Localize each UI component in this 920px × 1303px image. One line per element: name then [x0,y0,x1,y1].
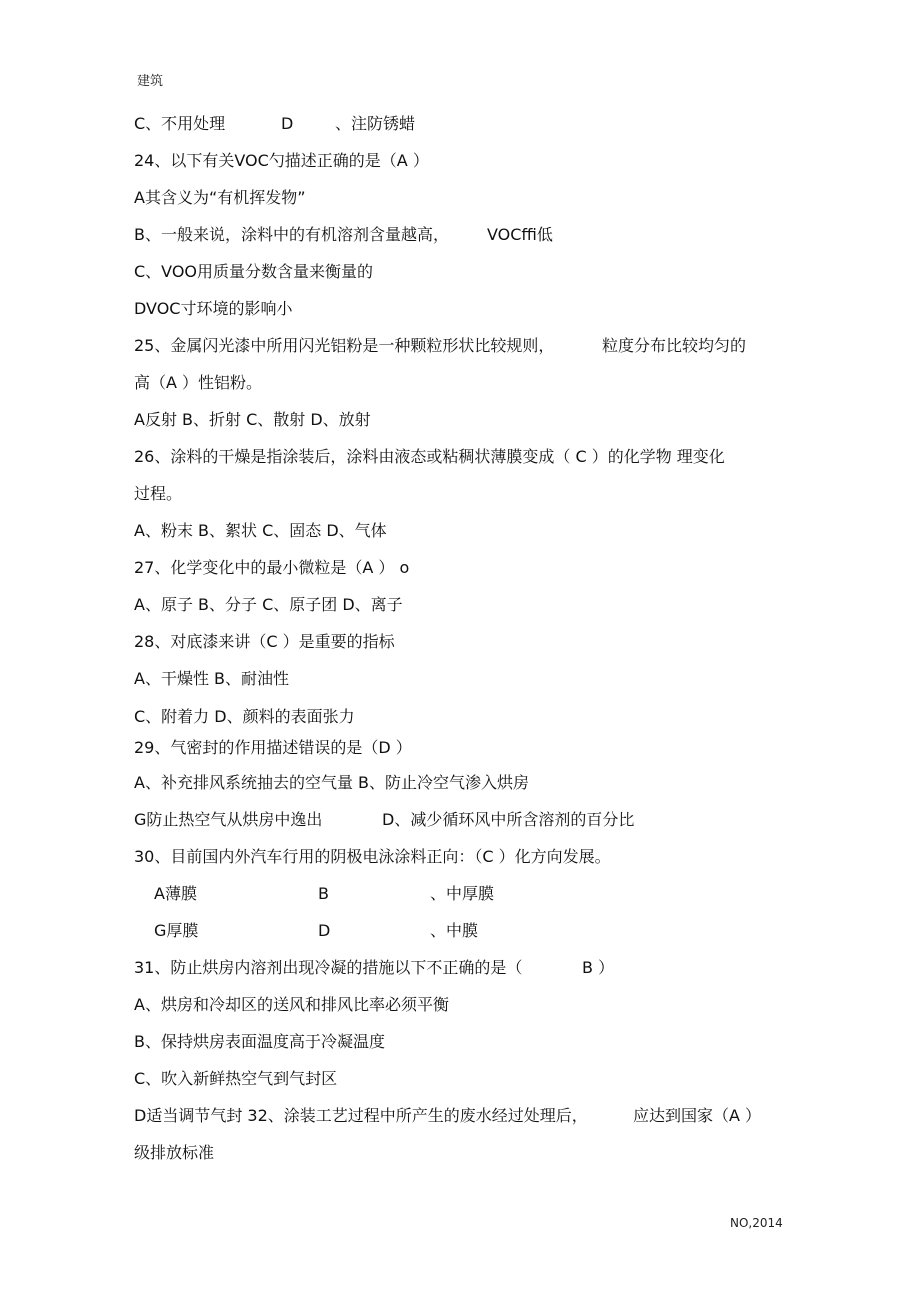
option-line: A、烘房和冷却区的送风和排风比率必须平衡 [134,995,449,1014]
option-line: A、补充排风系统抽去的空气量 B、防止冷空气渗入烘房 [134,773,530,792]
option-line: DVOC寸环境的影响小 [134,299,293,318]
question-29: 29、气密封的作用描述错误的是（D ） [134,738,412,757]
question-32-part1: D适当调节气封 32、涂装工艺过程中所产生的废水经过处理后， [134,1106,588,1125]
option-line: A、干燥性 B、耐油性 [134,669,290,688]
question-30: 30、目前国内外汽车行用的阴极电泳涂料正向：（C ）化方向发展。 [134,847,611,866]
option-d: D、减少循环风中所含溶剂的百分比 [382,810,635,829]
option-b-text: 、中厚膜 [430,884,495,903]
option-b-end: VOCffi低 [487,225,553,244]
question-25-part2: 粒度分布比较均匀的 [602,336,747,355]
option-line: A、粉末 B、絮状 C、固态 D、气体 [134,521,387,540]
option-a: A薄膜 [154,884,197,903]
question-31-text: 31、防止烘房内溶剂出现冷凝的措施以下不正确的是（ [134,958,523,977]
option-c: G防止热空气从烘房中逸出 [134,810,323,829]
page-footer: NO,2014 [730,1216,783,1230]
option-line: A反射 B、折射 C、散射 D、放射 [134,410,371,429]
question-25-cont: 高（A ）性铝粉。 [134,373,263,392]
option-line: A、原子 B、分子 C、原子团 D、离子 [134,595,403,614]
option-d-letter: D [318,921,331,940]
question-24: 24、以下有关VOC勺描述正确的是（A ） [134,151,429,170]
option-c: C、不用处理 [134,114,226,133]
question-32-cont: 级排放标准 [134,1143,215,1162]
option-line: B、保持烘房表面温度高于冷凝温度 [134,1032,385,1051]
option-line: C、附着力 D、颜料的表面张力 [134,707,355,726]
option-b-letter: B [318,884,329,903]
question-32-part2: 应达到国家（A ） [633,1106,762,1125]
question-26: 26、涂料的干燥是指涂装后，涂料由液态或粘稠状薄膜变成（ C ）的化学物 理变化 [134,447,725,466]
question-26-cont: 过程。 [134,484,183,503]
option-d-text: 、注防锈蜡 [335,114,416,133]
question-31-answer: B ） [582,958,615,977]
page-header: 建筑 [137,74,164,89]
option-line: C、VOO用质量分数含量来衡量的 [134,262,374,281]
question-25-part1: 25、金属闪光漆中所用闪光铝粉是一种颗粒形状比较规则， [134,336,555,355]
option-line: C、吹入新鲜热空气到气封区 [134,1069,338,1088]
option-d-letter: D [281,114,294,133]
option-b: B、一般来说，涂料中的有机溶剂含量越高， [134,225,449,244]
option-c: G厚膜 [154,921,199,940]
option-d-text: 、中膜 [430,921,479,940]
option-line: A其含义为“有机挥发物” [134,188,306,207]
question-28: 28、对底漆来讲（C ）是重要的指标 [134,632,395,651]
question-27: 27、化学变化中的最小微粒是（A ） o [134,558,410,577]
